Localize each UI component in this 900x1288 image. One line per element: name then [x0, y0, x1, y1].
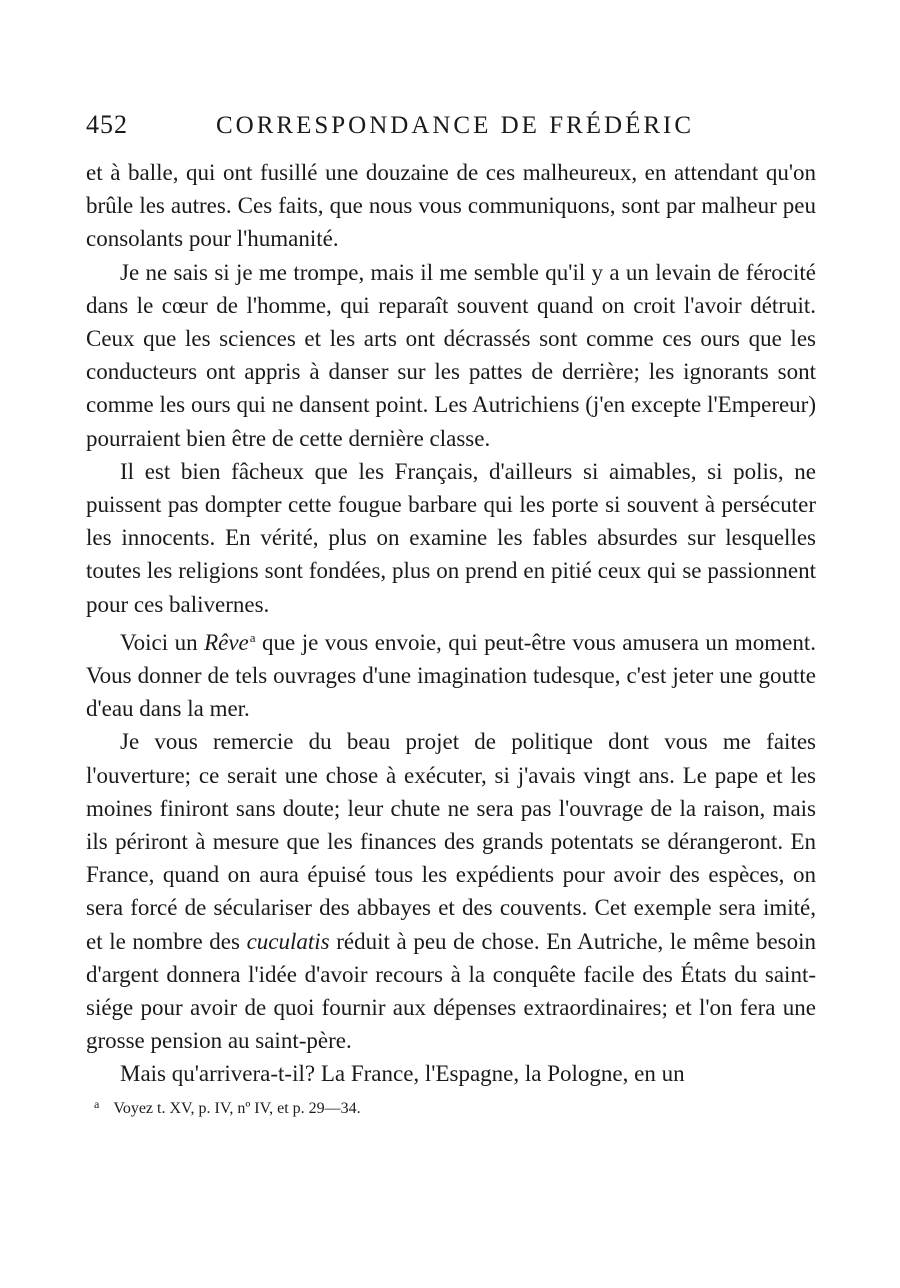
paragraph-2: Je ne sais si je me trompe, mais il me semble qu'il y a un levain de férocité dans le cœur de l'homme, qui reparaît souvent quand on croit l'avoir détruit. Ceux que les sciences et les arts ont décrassés sont comme ces ours que les conducteurs ont appris à danser sur les pattes de derrière; les ignorants sont comme les ours qui ne dansent point. Les Autrichiens (j'en excepte l'Empereur) pourraient bien être de cette dernière classe.	[86, 259, 816, 451]
paragraph-5-start: Je vous remercie du beau projet de politique dont vous me faites l'ouverture; ce serait une chose à exécuter, si j'avais vingt ans. Le pape et les moines finiront sans doute; leur chute ne sera pas l'ouvrage de la raison, mais ils périront à mesure que les finances des grands potentats se dérangeront. En France, quand on aura épuisé tous les expédients pour avoir des espèces, on sera forcé de séculariser des abbayes et des couvents. Cet exemple sera imité, et le nombre des	[86, 729, 816, 954]
page-header	[86, 110, 816, 156]
footnote-marker: a	[249, 629, 256, 645]
paragraph-6: Mais qu'arrivera-t-il? La France, l'Espagne, la Pologne, en un	[120, 1061, 685, 1087]
footnote-mark: a	[94, 1096, 100, 1111]
paragraph-5-end: réduit à peu de chose. En Autriche, le même besoin d'argent donnera l'idée d'avoir recours à la conquête facile des États du saint-siége pour avoir de quoi fournir aux dépenses extraordinaires; et l'on fera une grosse pension au saint-père.	[86, 928, 816, 1054]
paragraph-3: Il est bien fâcheux que les Français, d'ailleurs si aimables, si polis, ne puissent pas dompter cette fougue barbare qui les porte si souvent à persécuter les innocents. En vérité, plus on examine les fables absurdes sur lesquelles toutes les religions sont fondées, plus on prend en pitié ceux qui se passionnent pour ces balivernes.	[86, 458, 816, 617]
body-text	[86, 156, 816, 1091]
paragraph-4-start: Voici un	[120, 629, 205, 655]
footnote-text: Voyez t. XV, p. IV, nº IV, et p. 29—34.	[113, 1099, 361, 1117]
footnote	[86, 1097, 816, 1118]
paragraph-1: et à balle, qui ont fusillé une douzaine de ces malheureux, en attendant qu'on brûle les autres. Ces faits, que nous vous communiquons, sont par malheur peu consolants pour l'humanité.	[86, 160, 816, 252]
cuculatis-word: cuculatis	[246, 928, 330, 954]
page-number: 452	[86, 110, 128, 139]
paragraph-5	[86, 725, 816, 1057]
running-head: CORRESPONDANCE DE FRÉDÉRIC	[216, 112, 695, 139]
paragraph-4-end: que je vous envoie, qui peut-être vous amusera un moment. Vous donner de tels ouvrages d'une imagination tudesque, c'est jeter une goutte d'eau dans la mer.	[86, 629, 816, 722]
paragraph-4	[86, 621, 816, 726]
reve-title: Rêve	[204, 629, 249, 655]
